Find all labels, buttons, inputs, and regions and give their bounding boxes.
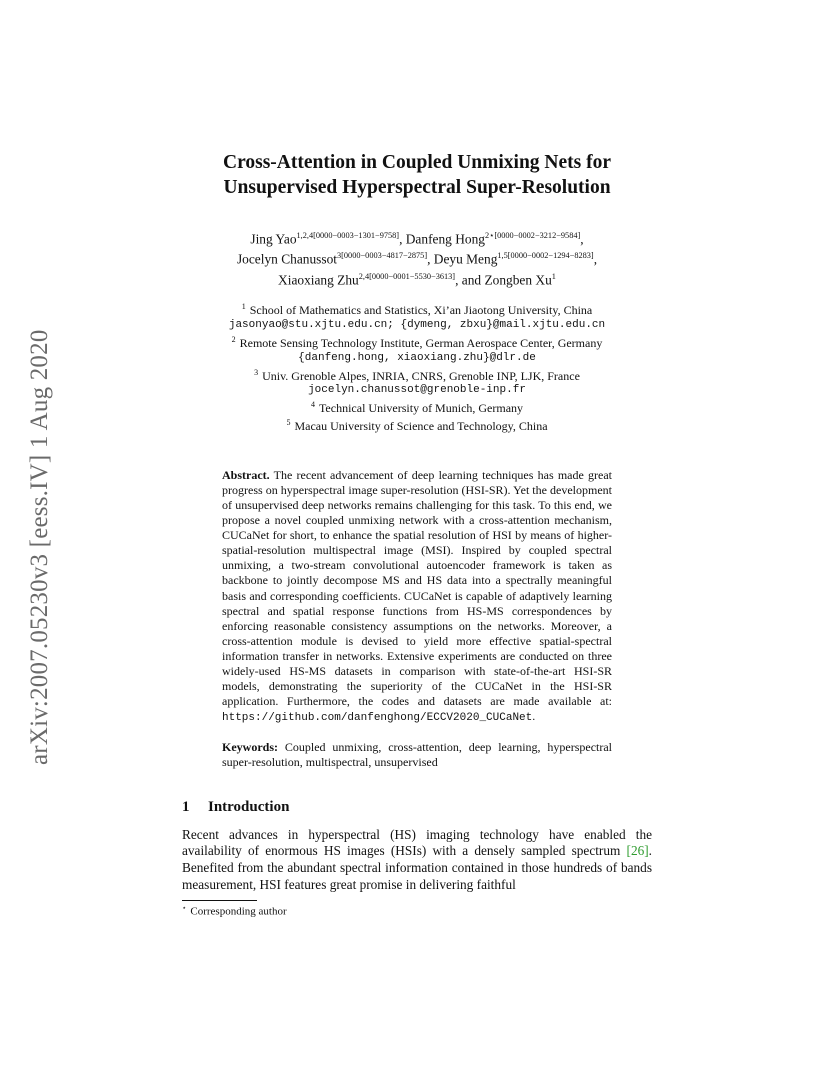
author-affil: 2⋆[0000−0002−3212−9584] bbox=[484, 231, 581, 240]
keywords-text: Coupled unmixing, cross-attention, deep learning, hyperspectral super-resolution, multispectral, unsupervised bbox=[222, 740, 613, 770]
affiliation-item bbox=[182, 300, 652, 318]
author-affil: 3[0000−0003−4817−2875] bbox=[337, 251, 428, 261]
footnote bbox=[182, 904, 652, 918]
author-affil: 2,4[0000−0001−5530−3613] bbox=[358, 271, 456, 281]
affiliation-item bbox=[182, 416, 652, 434]
author-name: Jing Yao bbox=[250, 231, 297, 247]
author-affil: 1,2,4[0000−0003−1301−9758] bbox=[296, 231, 400, 240]
affiliation-number: 2 bbox=[231, 335, 236, 344]
footnote-mark: ⋆ bbox=[182, 904, 187, 913]
affiliation-number: 1 bbox=[241, 302, 246, 312]
author-name: Deyu Meng bbox=[433, 251, 498, 267]
affiliation-list bbox=[182, 300, 652, 433]
footnote-text: Corresponding author bbox=[190, 905, 287, 918]
affiliation-item bbox=[182, 398, 652, 416]
affiliation-email[interactable]: jasonyao@stu.xjtu.edu.cn; {dymeng, zbxu}@mail.xjtu.edu.cn bbox=[228, 319, 606, 332]
intro-paragraph bbox=[182, 827, 652, 895]
author-name: Zongben Xu bbox=[484, 272, 552, 288]
affiliation-name: Univ. Grenoble Alpes, INRIA, CNRS, Grenoble INP, LJK, France bbox=[262, 368, 580, 383]
paper-page bbox=[182, 150, 652, 918]
affiliation-item bbox=[182, 333, 652, 351]
affiliation-email[interactable]: {danfeng.hong, xiaoxiang.zhu}@dlr.de bbox=[298, 351, 536, 364]
affiliation-name: School of Mathematics and Statistics, Xi’an Jiaotong University, China bbox=[249, 303, 593, 318]
section-title: Introduction bbox=[208, 798, 290, 815]
footnote-rule bbox=[182, 900, 257, 901]
title-line-1: Cross-Attention in Coupled Unmixing Nets for bbox=[222, 152, 612, 173]
affiliation-number: 3 bbox=[254, 367, 259, 377]
title-line-2: Unsupervised Hyperspectral Super-Resolution bbox=[223, 177, 611, 198]
code-link[interactable]: https://github.com/danfenghong/ECCV2020_CUCaNet bbox=[222, 712, 533, 725]
affiliation-item bbox=[182, 366, 652, 384]
keywords bbox=[222, 740, 612, 770]
section-heading bbox=[182, 799, 652, 816]
abstract-label: Abstract. bbox=[222, 467, 270, 482]
author-name: Xiaoxiang Zhu bbox=[278, 272, 359, 288]
affiliation-email[interactable]: jocelyn.chanussot@grenoble-inp.fr bbox=[308, 384, 526, 397]
affiliation-number: 4 bbox=[310, 400, 315, 410]
author-affil: 1,5[0000−0002−1294−8283] bbox=[497, 251, 594, 261]
intro-text: Recent advances in hyperspectral (HS) imaging technology have enabled the availability of enormous HS images (HSIs) with a densely sampled spectrum bbox=[182, 826, 652, 859]
affiliation-name: Macau University of Science and Technology, China bbox=[294, 418, 548, 433]
author-affil: 1 bbox=[551, 271, 556, 281]
affiliation-name: Remote Sensing Technology Institute, German Aerospace Center, Germany bbox=[239, 336, 603, 350]
arxiv-identifier: arXiv:2007.05230v3 [eess.IV] 1 Aug 2020 bbox=[26, 329, 53, 765]
abstract-text: The recent advancement of deep learning techniques has made great progress on hyperspectral image super-resolution (HSI-SR). Yet the development of unsupervised deep networks remains challenging for this task. To this end, we propose a novel coupled unmixing network with a cross-attention mechanism, CUCaNet for short, to enhance the spatial resolution of HSI by means of higher-spatial-resolution multispectral image (MSI). Inspired by coupled spectral unmixing, a two-stream convolutional autoencoder framework is taken as backbone to jointly decompose MS and HS data into a spectrally meaningful basis and corresponding coefficients. CUCaNet is capable of adaptively learning spectral and spatial response functions from HS-MS correspondences by enforcing reasonable consistency assumptions on the networks. Moreover, a cross-attention module is devised to yield more effective spatial-spectral information transfer in networks. Extensive experiments are conducted on three widely-used HS-MS datasets in comparison with state-of-the-art HSI-SR models, demonstrating the superiority of the CUCaNet in the HSI-SR application. Furthermore, the codes and datasets are made available at: bbox=[222, 467, 612, 709]
author-name: Danfeng Hong bbox=[405, 231, 485, 247]
author-name: Jocelyn Chanussot bbox=[236, 251, 337, 267]
keywords-label: Keywords: bbox=[222, 740, 278, 755]
paper-title bbox=[182, 150, 652, 200]
author-list: Jing Yao$^{1,2,4[0000-0003-1301-9758]}$, Danfeng Hong$^{2⋆[0000-0002-3212-9584]}$, Jocelyn Chanussot$^{3[0000-0003-4817-2875]}$, Deyu Meng$^{1,5[0000-0002-1294-8283]}$, Xiaoxiang Zhu$^{2,4[0000-0001-5530-3613]}$, and Zongben Xu$^1$ bbox=[236, 231, 598, 288]
section-number: 1 bbox=[182, 798, 190, 815]
affiliation-name: Technical University of Munich, Germany bbox=[318, 401, 524, 416]
intro-text: . Benefited from the abundant spectral information contained in those hundreds of bands measurement, HSI features great promise in delivering faithful bbox=[182, 843, 652, 893]
affiliation-number: 5 bbox=[286, 417, 291, 427]
abstract: Abstract. The recent advancement of deep learning techniques has made great progress on hyperspectral image super-resolution (HSI-SR). Yet the development of unsupervised deep networks remains challenging for this task. To this end, we propose a novel coupled unmixing network with a cross-attention mechanism, CUCaNet for short, to enhance the spatial resolution of HSI by means of higher-spatial-resolution multispectral image (MSI). Inspired by coupled spectral unmixing, a two-stream convolutional autoencoder framework is taken as backbone to jointly decompose MS and HS data into a spectrally meaningful basis and corresponding coefficients. CUCaNet is capable of adaptively learning spectral and spatial response functions from HS-MS correspondences by enforcing reasonable consistency assumptions on the networks. Moreover, a cross-attention module is devised to yield more effective spatial-spectral information transfer in networks. Extensive experiments are conducted on three widely-used HS-MS datasets in comparison with state-of-the-art HSI-SR models, demonstrating the superiority of the CUCaNet in the HSI-SR application. Furthermore, the codes and datasets are made available at: https://github.com/danfenghong/ECCV2020_CUCaNet. bbox=[222, 467, 612, 725]
citation-link[interactable]: [26] bbox=[626, 843, 649, 859]
